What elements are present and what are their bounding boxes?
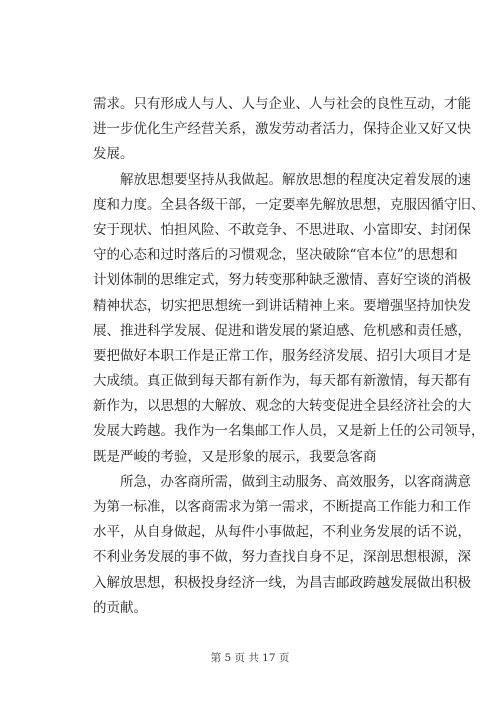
text-line: 要把做好本职工作是正常工作，服务经济发展、招引大项目才是 xyxy=(93,347,471,364)
text-line: 展、推进科学发展、促进和谐发展的紧迫感、危机感和责任感， xyxy=(93,322,471,339)
text-line: 需求。只有形成人与人、人与企业、人与社会的良性互动，才能 xyxy=(93,96,471,112)
text-line: 守的心态和过时落后的习惯观念，坚决破除“官本位”的思想和 xyxy=(93,247,458,264)
text-line: 计划体制的思维定式，努力转变那种缺乏激情、喜好空谈的消极 xyxy=(93,272,471,289)
text-line: 精神状态，切实把思想统一到讲话精神上来。要增强坚持加快发 xyxy=(93,297,471,314)
document-body xyxy=(93,92,485,621)
text-line: 大成绩。真正做到每天都有新作为，每天都有新激情，每天都有 xyxy=(93,373,471,390)
paragraph xyxy=(93,168,485,470)
text-line: 度和力度。全县各级干部，一定要率先解放思想，克服因循守旧、 xyxy=(93,196,485,213)
text-line: 为第一标准，以客商需求为第一需求，不断提高工作能力和工作 xyxy=(93,499,471,515)
text-line: 所急，办客商所需，做到主动服务、高效服务，以客商满意 xyxy=(120,473,471,490)
text-line: 入解放思想，积极投身经济一线，为昌吉邮政跨越发展做出积极 xyxy=(93,574,471,591)
text-line: 既是严峻的考验，又是形象的展示，我要急客商 xyxy=(93,448,377,465)
paragraph xyxy=(93,470,471,621)
page-number-footer: 第 5 页 共 17 页 xyxy=(210,652,290,664)
text-line: 水平，从自身做起，从每件小事做起，不利业务发展的话不说， xyxy=(93,524,471,541)
text-line: 发展。 xyxy=(93,146,134,163)
text-line: 进一步优化生产经营关系，激发劳动者活力，保持企业又好又快 xyxy=(93,121,471,138)
text-line: 新作为，以思想的大解放、观念的大转变促进全县经济社会的大 xyxy=(93,398,471,415)
paragraph xyxy=(93,92,471,168)
text-line: 不利业务发展的事不做，努力查找自身不足，深剖思想根源，深 xyxy=(93,549,471,566)
text-line: 的贡献。 xyxy=(93,599,147,616)
text-line: 安于现状、怕担风险、不敢竞争、不思进取、小富即安、封闭保 xyxy=(93,221,471,238)
text-line: 解放思想要坚持从我做起。解放思想的程度决定着发展的速 xyxy=(120,171,471,188)
text-line: 发展大跨越。我作为一名集邮工作人员，又是新上任的公司领导， xyxy=(93,423,485,440)
